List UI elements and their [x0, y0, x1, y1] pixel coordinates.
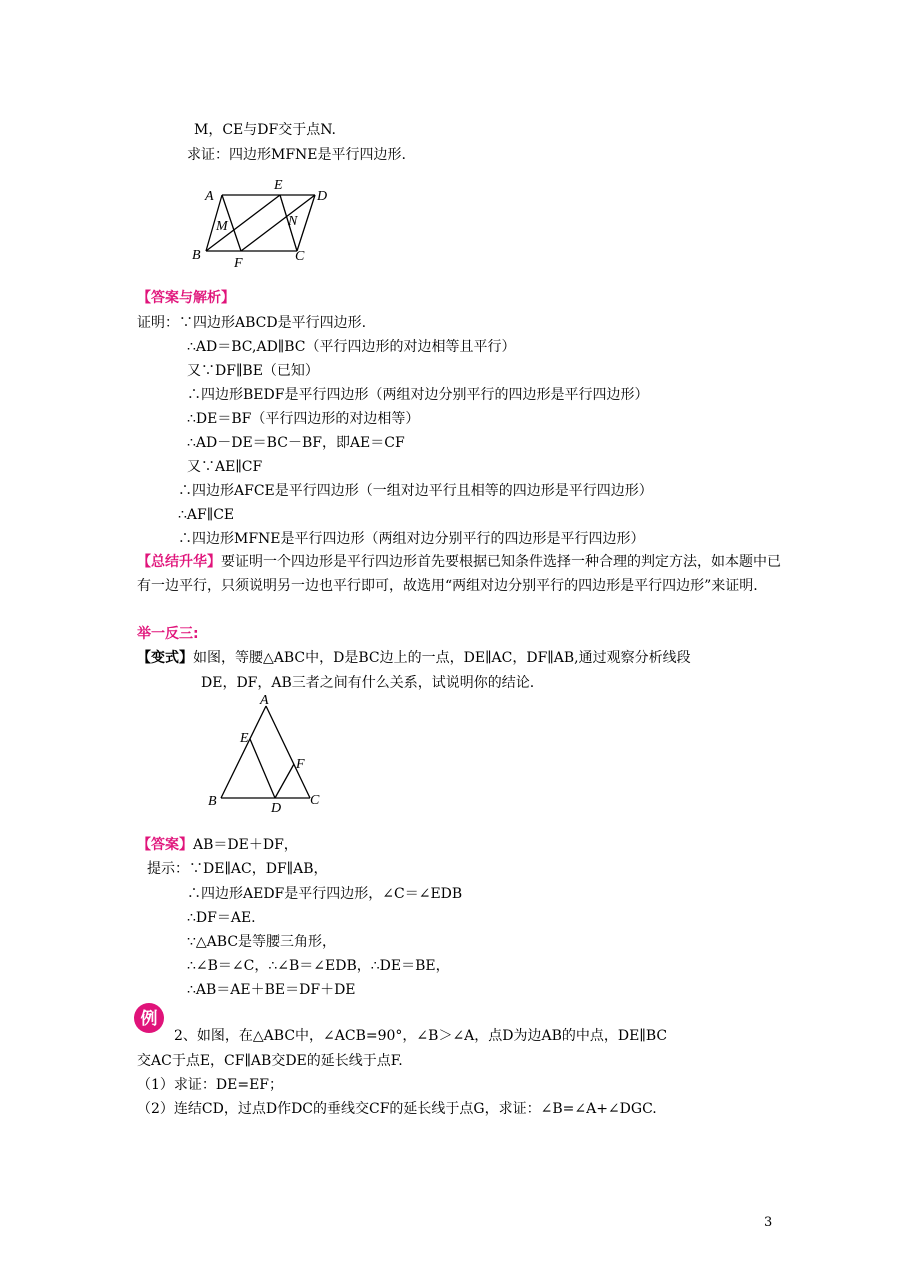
- label-F: F: [296, 757, 305, 772]
- figure-triangle: [205, 692, 330, 812]
- label-D: D: [271, 801, 282, 812]
- problem-continuation: M，CE与DF交于点N.: [194, 122, 337, 138]
- answer2-step: ∴AB＝AE＋BE＝DF＋DE: [187, 982, 356, 998]
- label-B: B: [192, 248, 201, 263]
- seg-DE: [250, 739, 275, 798]
- answer2-heading: 【答案】: [137, 837, 193, 853]
- summary-heading: 【总结升华】: [137, 554, 221, 570]
- label-E: E: [240, 731, 249, 746]
- proof-step: ∴四边形MFNE是平行四边形（两组对边分别平行的四边形是平行四边形）: [178, 531, 645, 547]
- variant-text: 如图，等腰△ABC中，D是BC边上的一点，DE∥AC，DF∥AB,通过观察分析线段: [193, 650, 691, 666]
- proof-intro: 证明：∵四边形ABCD是平行四边形.: [137, 315, 367, 331]
- summary-paragraph: [137, 550, 787, 598]
- label-C: C: [310, 793, 320, 808]
- answer-heading: 【答案与解析】: [137, 290, 235, 306]
- variant-heading: 【变式】: [137, 650, 193, 666]
- proof-step: ∴四边形BEDF是平行四边形（两组对边分别平行的四边形是平行四边形）: [187, 387, 649, 403]
- label-C: C: [295, 249, 305, 264]
- answer2-step: ∴∠B＝∠C，∴∠B＝∠EDB，∴DE＝BE，: [187, 958, 450, 974]
- seg-FD: [241, 195, 315, 251]
- label-D: D: [317, 189, 328, 204]
- answer2-step: ∵△ABC是等腰三角形，: [187, 934, 337, 950]
- summary-text: 要证明一个四边形是平行四边形首先要根据已知条件选择一种合理的判定方法，如本题中已有一边平行，只须说明另一边也平行即可，故选用“两组对边分别平行的四边形是平行四边形”来证明.: [137, 554, 781, 594]
- label-B: B: [208, 794, 217, 809]
- example2-line-1: 2、如图，在△ABC中，∠ACB=90°，∠B＞∠A，点D为边AB的中点，DE∥BC: [174, 1028, 668, 1044]
- svg-text:例: 例: [140, 1009, 158, 1029]
- variant-line-2: DE，DF，AB三者之间有什么关系，试说明你的结论.: [201, 675, 535, 691]
- label-N: N: [288, 214, 298, 229]
- seg-AC: [266, 706, 310, 798]
- label-F: F: [234, 256, 243, 270]
- proof-step: 又∵AE∥CF: [187, 459, 263, 475]
- answer2-step: ∴DF＝AE.: [187, 910, 256, 926]
- label-A: A: [205, 189, 214, 204]
- page-number: 3: [764, 1215, 773, 1230]
- example2-question-2: （2）连结CD，过点D作DC的垂线交CF的延长线于点G，求证：∠B=∠A+∠DGC.: [137, 1101, 657, 1117]
- proof-step: 又∵DF∥BE（已知）: [187, 363, 319, 379]
- answer2-line: [137, 835, 298, 855]
- prove-statement: 求证：四边形MFNE是平行四边形.: [187, 147, 406, 163]
- label-A: A: [260, 693, 269, 708]
- variant-section-title: 举一反三:: [137, 626, 199, 642]
- proof-step: ∴四边形AFCE是平行四边形（一组对边平行且相等的四边形是平行四边形）: [178, 483, 653, 499]
- example2-question-1: （1）求证：DE=EF；: [137, 1077, 284, 1093]
- seg-DC: [297, 195, 315, 251]
- variant-line: [137, 648, 691, 668]
- proof-step: ∴AD＝BC,AD∥BC（平行四边形的对边相等且平行）: [187, 339, 516, 355]
- answer2-result: AB＝DE＋DF，: [193, 837, 298, 853]
- answer2-hint: 提示：∵DE∥AC，DF∥AB，: [147, 861, 328, 877]
- label-E: E: [274, 178, 283, 193]
- answer2-step: ∴四边形AEDF是平行四边形，∠C＝∠EDB: [187, 886, 463, 902]
- example2-line-2: 交AC于点E，CF∥AB交DE的延长线于点F.: [137, 1053, 403, 1069]
- figure-parallelogram: [188, 170, 338, 270]
- label-M: M: [216, 219, 228, 234]
- proof-step: ∴DE＝BF（平行四边形的对边相等）: [187, 411, 420, 427]
- proof-step: ∴AF∥CE: [178, 507, 235, 523]
- seg-AB: [221, 706, 266, 798]
- proof-step: ∴AD－DE＝BC－BF，即AE＝CF: [187, 435, 405, 451]
- seg-DF: [275, 764, 294, 798]
- example-badge-icon: [133, 1002, 165, 1034]
